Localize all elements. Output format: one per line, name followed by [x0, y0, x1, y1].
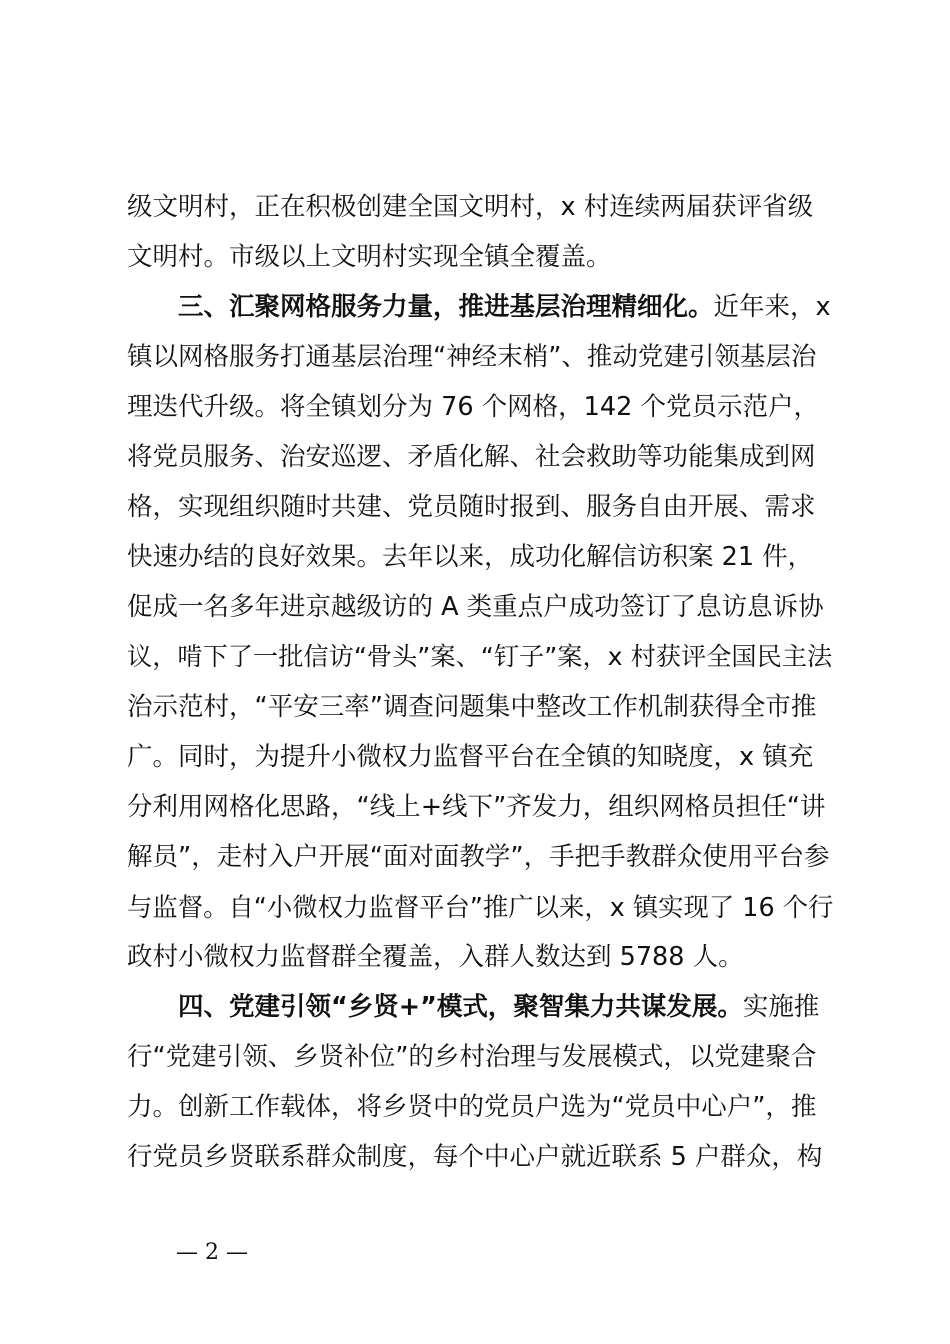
section-heading: 三、汇聚网格服务力量，推进基层治理精细化。 — [178, 292, 714, 322]
section-heading: 四、党建引领“乡贤+”模式，聚智集力共谋发展。 — [178, 992, 743, 1022]
text-line: 政村小微权力监督群全覆盖，入群人数达到 5788 人。 — [127, 942, 744, 972]
text-line: 与监督。自“小微权力监督平台”推广以来，x 镇实现了 16 个行 — [127, 892, 834, 922]
text-run: 实施推 — [742, 992, 820, 1022]
text-line: 快速办结的良好效果。去年以来，成功化解信访积案 21 件， — [127, 542, 814, 572]
text-line: 议，啃下了一批信访“骨头”案、“钉子”案，x 村获评全国民主法 — [127, 642, 833, 671]
text-line: 促成一名多年进京越级访的 A 类重点户成功签订了息访息诉协 — [127, 592, 824, 622]
text-line: 镇以网格服务打通基层治理“神经末梢”、推动党建引领基层治 — [127, 342, 817, 372]
paragraph-first-line — [178, 282, 831, 332]
text-line: 分利用网格化思路，“线上+线下”齐发力，组织网格员担任“讲 — [127, 792, 826, 822]
text-line: 力。创新工作载体，将乡贤中的党员户选为“党员中心户”，推 — [127, 1092, 817, 1122]
text-line: 格，实现组织随时共建、党员随时报到、服务自由开展、需求 — [127, 492, 816, 522]
text-line: 广。同时，为提升小微权力监督平台在全镇的知晓度，x 镇充 — [127, 742, 814, 772]
paragraph-first-line — [178, 982, 819, 1032]
page-number: — 2 — — [176, 1240, 248, 1265]
text-run: 近年来，x — [713, 292, 831, 322]
text-line: 行“党建引领、乡贤补位”的乡村治理与发展模式，以党建聚合 — [127, 1042, 817, 1072]
text-line: 理迭代升级。将全镇划分为 76 个网格，142 个党员示范户， — [127, 392, 819, 422]
text-line: 行党员乡贤联系群众制度，每个中心户就近联系 5 户群众，构 — [127, 1142, 823, 1172]
text-line: 级文明村，正在积极创建全国文明村，x 村连续两届获评省级 — [127, 192, 814, 222]
text-line: 解员”，走村入户开展“面对面教学”，手把手教群众使用平台参 — [127, 842, 830, 872]
text-line: 治示范村，“平安三率”调查问题集中整改工作机制获得全市推 — [127, 692, 817, 722]
text-line: 将党员服务、治安巡逻、矛盾化解、社会救助等功能集成到网 — [127, 442, 816, 472]
text-line: 文明村。市级以上文明村实现全镇全覆盖。 — [127, 242, 612, 272]
